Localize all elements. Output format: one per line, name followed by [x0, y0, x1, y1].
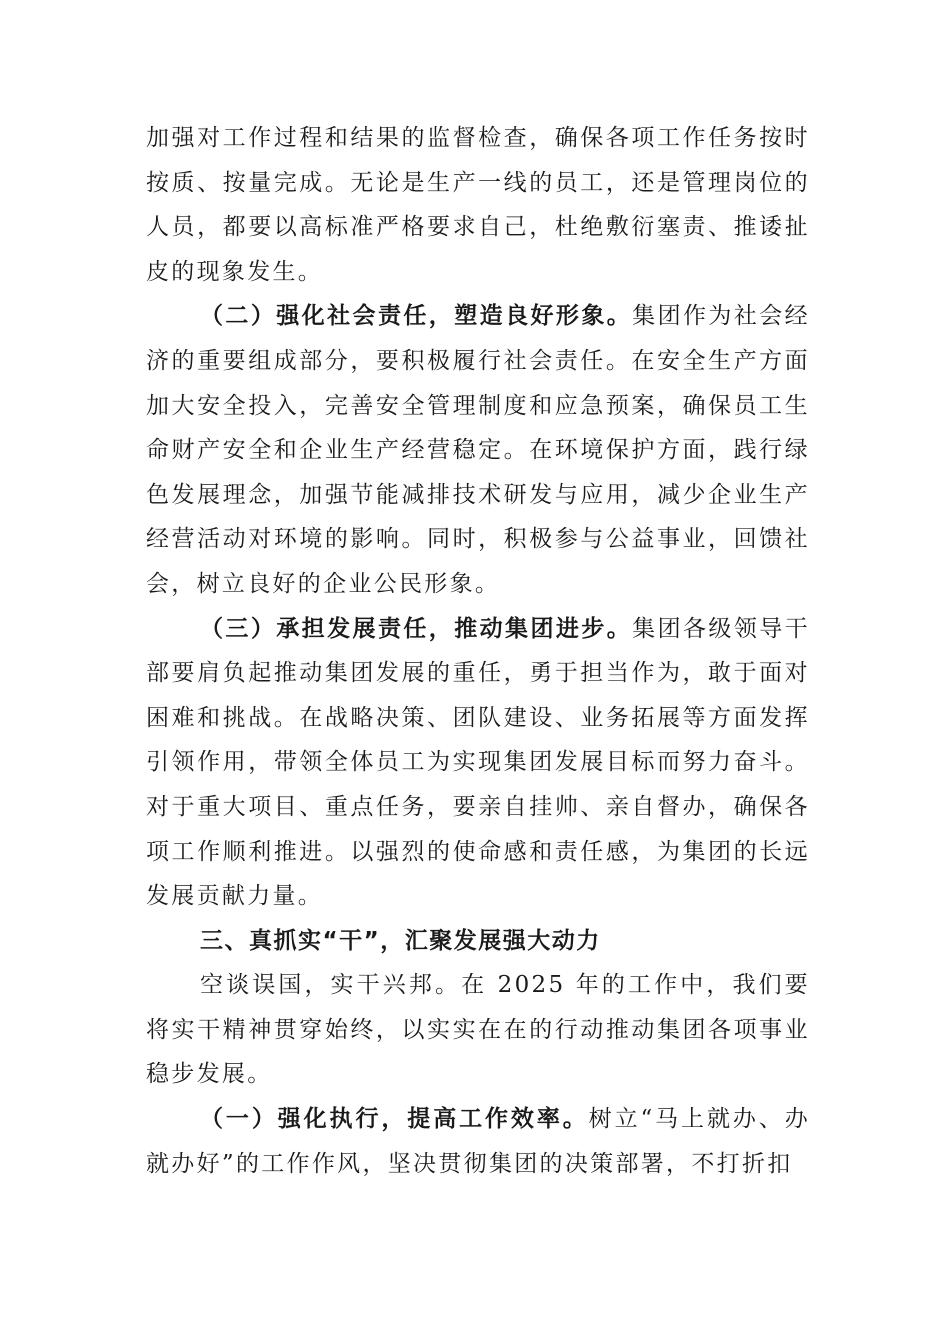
document-body	[146, 116, 810, 1186]
paragraph-lead: （三）承担发展责任，推动集团进步。	[200, 614, 633, 642]
paragraph-text: 空谈误国，实干兴邦。在 2025 年的工作中，我们要将实干精神贯穿始终，以实实在在的行动推动集团各项事业稳步发展。	[146, 972, 810, 1088]
paragraph-lead: （一）强化执行，提高工作效率。	[200, 1105, 589, 1133]
section-heading-text: 三、真抓实“干”，汇聚发展强大动力	[200, 927, 601, 954]
paragraph-execution	[146, 1097, 810, 1186]
paragraph-lead: （二）强化社会责任，塑造良好形象。	[200, 302, 633, 330]
paragraph-practical-work	[146, 963, 810, 1097]
paragraph-text: 加强对工作过程和结果的监督检查，确保各项工作任务按时按质、按量完成。无论是生产一线的员工，还是管理岗位的人员，都要以高标准严格要求自己，杜绝敷衍塞责、推诿扯皮的现象发生。	[146, 125, 810, 285]
paragraph-social-responsibility	[146, 294, 810, 606]
paragraph-text: 集团各级领导干部要肩负起推动集团发展的重任，勇于担当作为，敢于面对困难和挑战。在战略决策、团队建设、业务拓展等方面发挥引领作用，带领全体员工为实现集团发展目标而努力奋斗。对于重大项目、重点任务，要亲自挂帅、亲自督办，确保各项工作顺利推进。以强烈的使命感和责任感，为集团的长远发展贡献力量。	[146, 615, 810, 910]
paragraph-text: 树立“马上就办、办就办好”的工作作风，坚决贯彻集团的决策部署，不打折扣	[146, 1106, 810, 1177]
paragraph-supervision	[146, 116, 810, 294]
paragraph-development-responsibility	[146, 607, 810, 919]
paragraph-text: 集团作为社会经济的重要组成部分，要积极履行社会责任。在安全生产方面加大安全投入，完善安全管理制度和应急预案，确保员工生命财产安全和企业生产经营稳定。在环境保护方面，践行绿色发展理念，加强节能减排技术研发与应用，减少企业生产经营活动对环境的影响。同时，积极参与公益事业，回馈社会，树立良好的企业公民形象。	[146, 303, 810, 597]
section-heading	[146, 919, 810, 964]
